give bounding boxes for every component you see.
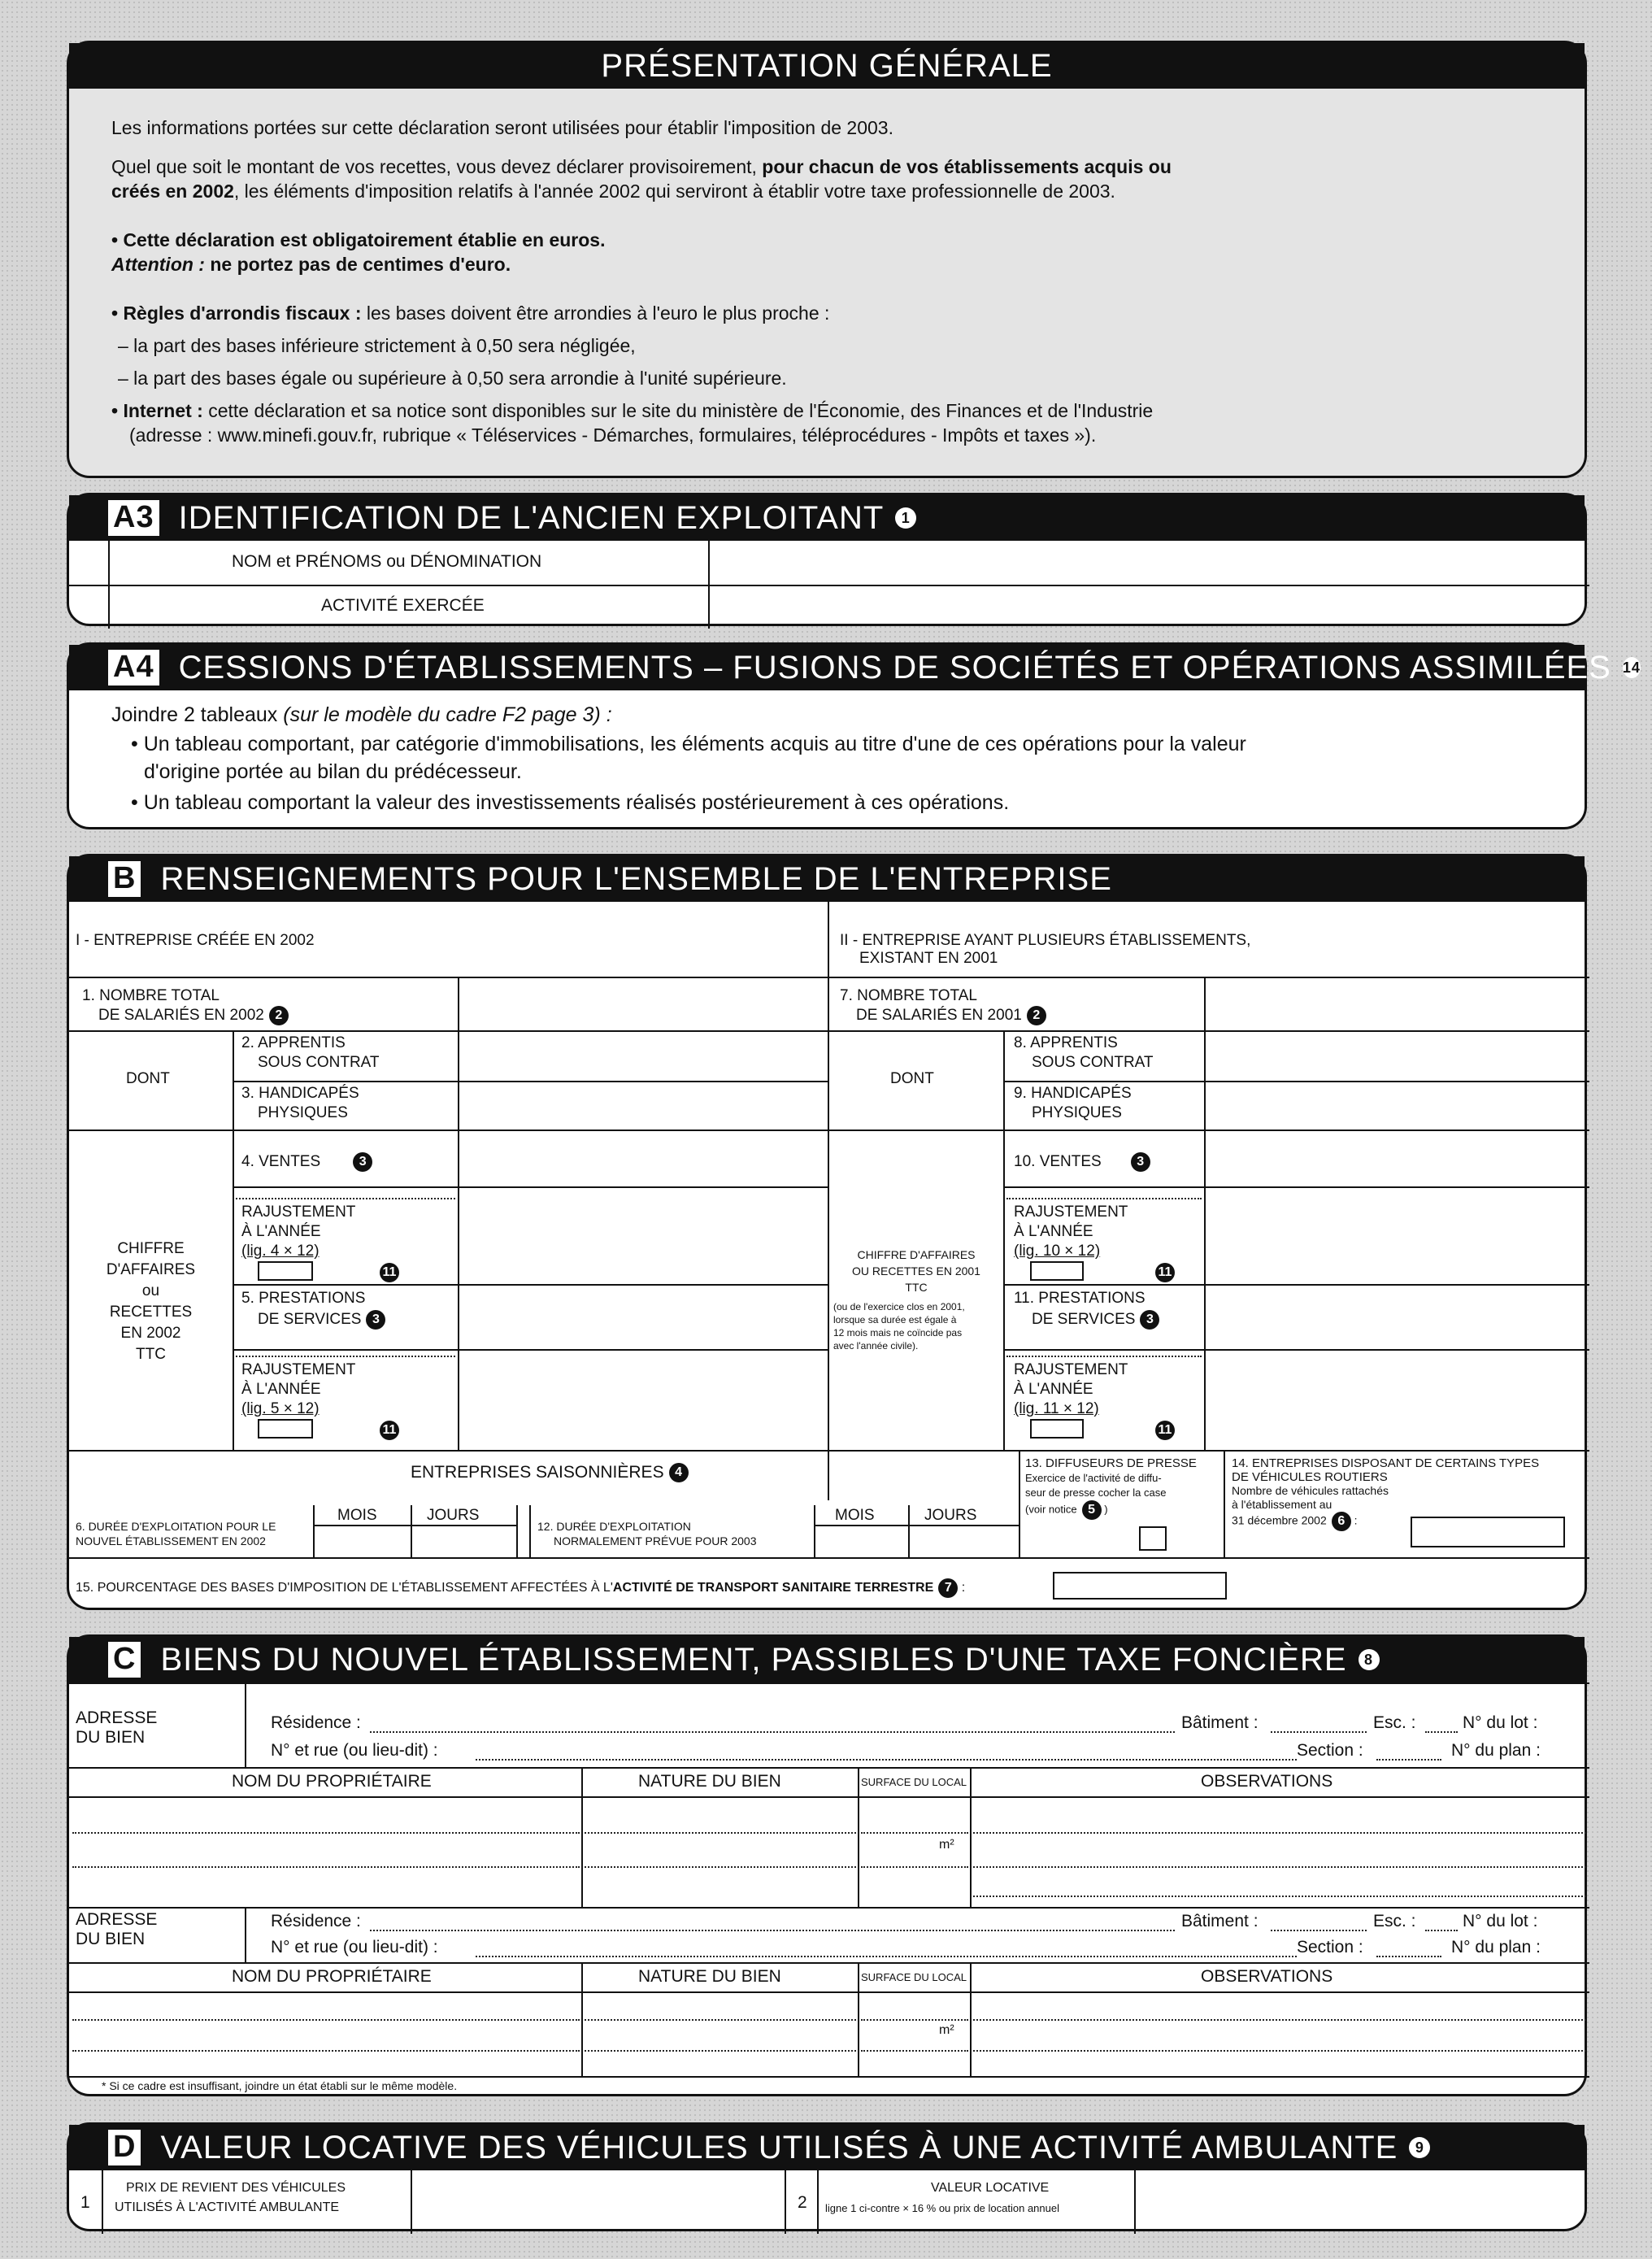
- b-right-heading-2: EXISTANT EN 2001: [859, 950, 998, 967]
- a3-code: A3: [108, 500, 159, 536]
- d-c2-label-2: ligne 1 ci-contre × 16 % ou prix de location annuel: [825, 2202, 1059, 2214]
- c2-col-nature: NATURE DU BIEN: [638, 1967, 781, 1986]
- b-raj-right-1-checkbox[interactable]: [1030, 1261, 1084, 1281]
- c2-m2-unit: m²: [939, 2023, 954, 2037]
- b-right-heading-1: II - ENTREPRISE AYANT PLUSIEURS ÉTABLISSEMENTS,: [840, 932, 1251, 949]
- d-valeur-locative-field[interactable]: [1137, 2174, 1586, 2231]
- c1-nature-field[interactable]: [585, 1800, 856, 1904]
- b-total-salaries-2002-field[interactable]: [461, 980, 825, 1029]
- b-r9-label: 9. HANDICAPÉS: [1014, 1085, 1132, 1102]
- b-ventes-2001-field[interactable]: [1207, 1133, 1585, 1185]
- b-s12-label: 12. DURÉE D'EXPLOITATION: [537, 1520, 691, 1533]
- note-11d-icon: 11: [1155, 1421, 1175, 1440]
- c1-plan-label: N° du plan :: [1451, 1741, 1541, 1760]
- a3-activity-field[interactable]: [711, 588, 1585, 625]
- c-title: BIENS DU NOUVEL ÉTABLISSEMENT, PASSIBLES D'UNE TAXE FONCIÈRE: [160, 1641, 1347, 1678]
- d-num-2: 2: [798, 2193, 807, 2212]
- a3-note-icon: 1: [895, 507, 916, 529]
- c1-col-nom: NOM DU PROPRIÉTAIRE: [232, 1772, 432, 1791]
- a4-intro: Joindre 2 tableaux (sur le modèle du cadre F2 page 3) :: [111, 703, 612, 726]
- b-l4-label: 4. VENTES 3: [241, 1152, 372, 1172]
- b-apprentis-2001-field[interactable]: [1207, 1034, 1585, 1079]
- c2-proprietaire-field[interactable]: [72, 1995, 580, 2074]
- b-r10-label: 10. VENTES 3: [1014, 1152, 1150, 1172]
- c1-rue-label: N° et rue (ou lieu-dit) :: [271, 1741, 438, 1760]
- note-7-icon: 7: [938, 1578, 958, 1598]
- b-l1-label: 1. NOMBRE TOTAL: [82, 987, 220, 1004]
- a3-name-label: NOM et PRÉNOMS ou DÉNOMINATION: [232, 552, 542, 571]
- note-11b-icon: 11: [380, 1421, 399, 1440]
- a3-header: [69, 495, 1585, 541]
- presentation-line-1: Les informations portées sur cette déclaration seront utilisées pour établir l'imposition de 2003.: [111, 117, 893, 138]
- b-raj-prestations-2001-field[interactable]: [1207, 1352, 1585, 1448]
- b-left-heading: I - ENTREPRISE CRÉÉE EN 2002: [76, 932, 315, 949]
- c2-plan-label: N° du plan :: [1451, 1938, 1541, 1956]
- presentation-title: PRÉSENTATION GÉNÉRALE: [69, 43, 1585, 89]
- c1-section-label: Section :: [1297, 1741, 1363, 1760]
- c2-adr-label: ADRESSE: [76, 1910, 158, 1929]
- d-code: D: [108, 2130, 141, 2165]
- b-handicapes-2002-field[interactable]: [461, 1084, 825, 1128]
- b-l3-label: 3. HANDICAPÉS: [241, 1085, 359, 1102]
- b-ventes-2002-field[interactable]: [461, 1133, 825, 1185]
- c1-col-nature: NATURE DU BIEN: [638, 1772, 781, 1791]
- b-s12-jours: JOURS: [924, 1507, 977, 1524]
- c2-nature-field[interactable]: [585, 1995, 856, 2074]
- note-6-icon: 6: [1332, 1512, 1351, 1531]
- d-note-icon: 9: [1409, 2137, 1430, 2158]
- note-11c-icon: 11: [1155, 1263, 1175, 1282]
- b-s6-mois: MOIS: [337, 1507, 377, 1524]
- a3-title: IDENTIFICATION DE L'ANCIEN EXPLOITANT: [178, 499, 885, 536]
- c1-esc-label: Esc. :: [1373, 1713, 1416, 1732]
- b-title: RENSEIGNEMENTS POUR L'ENSEMBLE DE L'ENTREPRISE: [160, 860, 1112, 897]
- note-3d-icon: 3: [1140, 1310, 1159, 1330]
- b-apprentis-2002-field[interactable]: [461, 1034, 825, 1079]
- b-l15-label: 15. POURCENTAGE DES BASES D'IMPOSITION DE L'ÉTABLISSEMENT AFFECTÉES À L'ACTIVITÉ DE TRANSPORT SANITAIRE TERRESTRE 7 :: [76, 1578, 965, 1598]
- c1-batiment-label: Bâtiment :: [1181, 1713, 1259, 1732]
- note-11-icon: 11: [380, 1263, 399, 1282]
- b-s6-jours-field[interactable]: [414, 1528, 515, 1556]
- b-ca-right-label: CHIFFRE D'AFFAIRES OU RECETTES EN 2001 TTC: [852, 1248, 980, 1294]
- note-3b-icon: 3: [366, 1310, 385, 1330]
- b-ca-left-label: CHIFFRE D'AFFAIRES ou RECETTES EN 2002 TTC: [106, 1240, 196, 1363]
- b-l2-label-2: SOUS CONTRAT: [258, 1054, 380, 1071]
- c2-batiment-label: Bâtiment :: [1181, 1912, 1259, 1930]
- b-s12-jours-field[interactable]: [911, 1528, 1017, 1556]
- c-header: [69, 1637, 1585, 1682]
- presentation-arrondis: • Règles d'arrondis fiscaux : les bases doivent être arrondies à l'euro le plus proche :: [111, 303, 830, 324]
- c2-observations-field[interactable]: [973, 1995, 1586, 2074]
- c2-col-surface: SURFACE DU LOCAL: [861, 1971, 967, 1983]
- presentation-euros: • Cette déclaration est obligatoirement établie en euros.: [111, 229, 606, 250]
- c2-esc-label: Esc. :: [1373, 1912, 1416, 1930]
- presentation-section: [67, 41, 1587, 478]
- b-s12-mois: MOIS: [835, 1507, 875, 1524]
- a4-title: CESSIONS D'ÉTABLISSEMENTS – FUSIONS DE SOCIÉTÉS ET OPÉRATIONS ASSIMILÉES: [178, 649, 1611, 686]
- b-ca-right-note: (ou de l'exercice clos en 2001, lorsque sa durée est égale à 12 mois mais ne coïncide pas avec l'année civile).: [833, 1301, 965, 1351]
- b-l5-label-2: DE SERVICES 3: [258, 1310, 385, 1330]
- b-r7-label: 7. NOMBRE TOTAL: [840, 987, 977, 1004]
- b-raj-right-2-checkbox[interactable]: [1030, 1419, 1084, 1439]
- b-raj-right-2: RAJUSTEMENT À L'ANNÉE (lig. 11 × 12): [1014, 1361, 1128, 1417]
- presentation-attention: Attention : ne portez pas de centimes d'euro.: [111, 254, 511, 275]
- b-s6-label-2: NOUVEL ÉTABLISSEMENT EN 2002: [76, 1534, 266, 1547]
- b-l3-label-2: PHYSIQUES: [258, 1104, 348, 1121]
- c1-lot-label: N° du lot :: [1463, 1713, 1538, 1732]
- c1-proprietaire-field[interactable]: [72, 1800, 580, 1904]
- c-section: [67, 1634, 1587, 2096]
- a4-note-icon: 14: [1623, 657, 1641, 678]
- c-code: C: [108, 1642, 141, 1678]
- c2-lot-label: N° du lot :: [1463, 1912, 1538, 1930]
- b-l15-percentage-field[interactable]: [1053, 1572, 1227, 1600]
- note-3-icon: 3: [353, 1152, 372, 1172]
- b-r7-label-2: DE SALARIÉS EN 2001 2: [856, 1006, 1046, 1025]
- b-dont-right: DONT: [890, 1070, 934, 1087]
- b-raj-left-1-checkbox[interactable]: [258, 1261, 313, 1281]
- b-s14-vehicles-field[interactable]: [1411, 1517, 1565, 1547]
- a4-item-1: • Un tableau comportant, par catégorie d'immobilisations, les éléments acquis au titre d'une de ces opérations pour la valeur: [131, 733, 1246, 755]
- b-r9-label-2: PHYSIQUES: [1032, 1104, 1122, 1121]
- c1-address-field[interactable]: [370, 1710, 1581, 1764]
- presentation-arrondis-2: – la part des bases égale ou supérieure à 0,50 sera arrondie à l'unité supérieure.: [118, 368, 787, 389]
- b-s12-mois-field[interactable]: [817, 1528, 906, 1556]
- a3-name-field[interactable]: [711, 542, 1585, 583]
- d-header: [69, 2125, 1585, 2170]
- b-dont-left: DONT: [126, 1070, 170, 1087]
- note-2-icon: 2: [269, 1006, 289, 1025]
- b-handicapes-2001-field[interactable]: [1207, 1084, 1585, 1128]
- a4-code: A4: [108, 650, 159, 686]
- presentation-internet: • Internet : cette déclaration et sa notice sont disponibles sur le site du ministère de l'Économie, des Finances et de l'Industrie: [111, 400, 1154, 421]
- b-prestations-2002-field[interactable]: [461, 1287, 825, 1347]
- b-s12-label-2: NORMALEMENT PRÉVUE POUR 2003: [554, 1534, 757, 1547]
- c2-address-field[interactable]: [370, 1909, 1581, 1961]
- note-3c-icon: 3: [1131, 1152, 1150, 1172]
- a4-section: [67, 642, 1641, 829]
- presentation-line-2: Quel que soit le montant de vos recettes, vous devez déclarer provisoirement, pour chacun de vos établissements acquis ou: [111, 156, 1172, 177]
- d-title: VALEUR LOCATIVE DES VÉHICULES UTILISÉS À UNE ACTIVITÉ AMBULANTE: [160, 2129, 1398, 2165]
- c1-adr-label: ADRESSE: [76, 1708, 158, 1727]
- b-s6-label: 6. DURÉE D'EXPLOITATION POUR LE: [76, 1520, 276, 1533]
- b-raj-left-2-checkbox[interactable]: [258, 1419, 313, 1439]
- b-s13-checkbox[interactable]: [1139, 1526, 1167, 1551]
- b-raj-left-1: RAJUSTEMENT À L'ANNÉE (lig. 4 × 12): [241, 1203, 356, 1260]
- b-raj-left-2: RAJUSTEMENT À L'ANNÉE (lig. 5 × 12): [241, 1361, 356, 1417]
- a3-activity-label: ACTIVITÉ EXERCÉE: [321, 596, 485, 615]
- presentation-line-3: créés en 2002, les éléments d'imposition relatifs à l'année 2002 qui serviront à établir votre taxe professionnelle de 2003.: [111, 181, 1115, 202]
- presentation-internet-2: (adresse : www.minefi.gouv.fr, rubrique « Téléservices - Démarches, formulaires, téléprocédures - Impôts et taxes »).: [129, 424, 1097, 446]
- presentation-arrondis-1: – la part des bases inférieure strictement à 0,50 sera négligée,: [118, 335, 636, 356]
- d-c1-label-2: UTILISÉS À L'ACTIVITÉ AMBULANTE: [115, 2200, 340, 2214]
- b-r11-label: 11. PRESTATIONS: [1014, 1290, 1146, 1307]
- b-raj-ventes-2002-field[interactable]: [461, 1190, 825, 1282]
- note-2b-icon: 2: [1027, 1006, 1046, 1025]
- b-l5-label: 5. PRESTATIONS: [241, 1290, 366, 1307]
- note-5-icon: 5: [1082, 1500, 1102, 1520]
- b-prestations-2001-field[interactable]: [1207, 1287, 1585, 1347]
- b-s14-label: 14. ENTREPRISES DISPOSANT DE CERTAINS TYPES DE VÉHICULES ROUTIERS Nombre de véhicules rattachés à l'établissement au 31 décembre 2002 6 :: [1232, 1456, 1539, 1531]
- a3-section: [67, 493, 1587, 626]
- d-prix-revient-field[interactable]: [414, 2174, 783, 2231]
- b-raj-right-1: RAJUSTEMENT À L'ANNÉE (lig. 10 × 12): [1014, 1203, 1128, 1260]
- b-s6-jours: JOURS: [427, 1507, 480, 1524]
- b-total-salaries-2001-field[interactable]: [1207, 980, 1585, 1029]
- c-note-icon: 8: [1359, 1649, 1380, 1670]
- c2-col-obs: OBSERVATIONS: [1201, 1967, 1333, 1986]
- c2-residence-label: Résidence :: [271, 1912, 361, 1930]
- d-num-1: 1: [80, 2193, 90, 2212]
- b-s6-mois-field[interactable]: [316, 1528, 409, 1556]
- b-r11-label-2: DE SERVICES 3: [1032, 1310, 1159, 1330]
- b-section: [67, 854, 1587, 1610]
- d-c1-label: PRIX DE REVIENT DES VÉHICULES: [126, 2181, 346, 2195]
- c1-col-obs: OBSERVATIONS: [1201, 1772, 1333, 1791]
- c1-col-surface: SURFACE DU LOCAL: [861, 1776, 967, 1788]
- b-l2-label: 2. APPRENTIS: [241, 1034, 346, 1051]
- c2-rue-label: N° et rue (ou lieu-dit) :: [271, 1938, 438, 1956]
- c2-adr-label-2: DU BIEN: [76, 1930, 146, 1948]
- c2-surface-field[interactable]: [861, 1995, 968, 2074]
- b-l1-label-2: DE SALARIÉS EN 2002 2: [98, 1006, 289, 1025]
- c1-residence-label: Résidence :: [271, 1713, 361, 1732]
- b-header: [69, 856, 1585, 902]
- b-raj-ventes-2001-field[interactable]: [1207, 1190, 1585, 1282]
- d-c2-label: VALEUR LOCATIVE: [931, 2181, 1050, 2195]
- a4-item-1b: d'origine portée au bilan du prédécesseur.: [144, 760, 522, 783]
- c1-adr-label-2: DU BIEN: [76, 1728, 146, 1747]
- c1-surface-field[interactable]: [861, 1800, 968, 1904]
- c2-col-nom: NOM DU PROPRIÉTAIRE: [232, 1967, 432, 1986]
- b-r8-label-2: SOUS CONTRAT: [1032, 1054, 1154, 1071]
- a4-item-2: • Un tableau comportant la valeur des investissements réalisés postérieurement à ces opérations.: [131, 791, 1010, 814]
- d-section: [67, 2122, 1587, 2231]
- b-code: B: [108, 861, 141, 897]
- a4-header: [69, 645, 1641, 690]
- c-footnote: * Si ce cadre est insuffisant, joindre un état établi sur le même modèle.: [102, 2079, 458, 2092]
- b-raj-prestations-2002-field[interactable]: [461, 1352, 825, 1448]
- note-4-icon: 4: [669, 1463, 689, 1482]
- c2-section-label: Section :: [1297, 1938, 1363, 1956]
- b-r8-label: 8. APPRENTIS: [1014, 1034, 1118, 1051]
- c1-observations-field[interactable]: [973, 1800, 1586, 1904]
- b-s13-label: 13. DIFFUSEURS DE PRESSE Exercice de l'activité de diffu- seur de presse cocher la case (voir notice 5 ): [1025, 1456, 1220, 1520]
- b-saison-title: ENTREPRISES SAISONNIÈRES 4: [411, 1461, 689, 1484]
- c1-m2-unit: m²: [939, 1838, 954, 1852]
